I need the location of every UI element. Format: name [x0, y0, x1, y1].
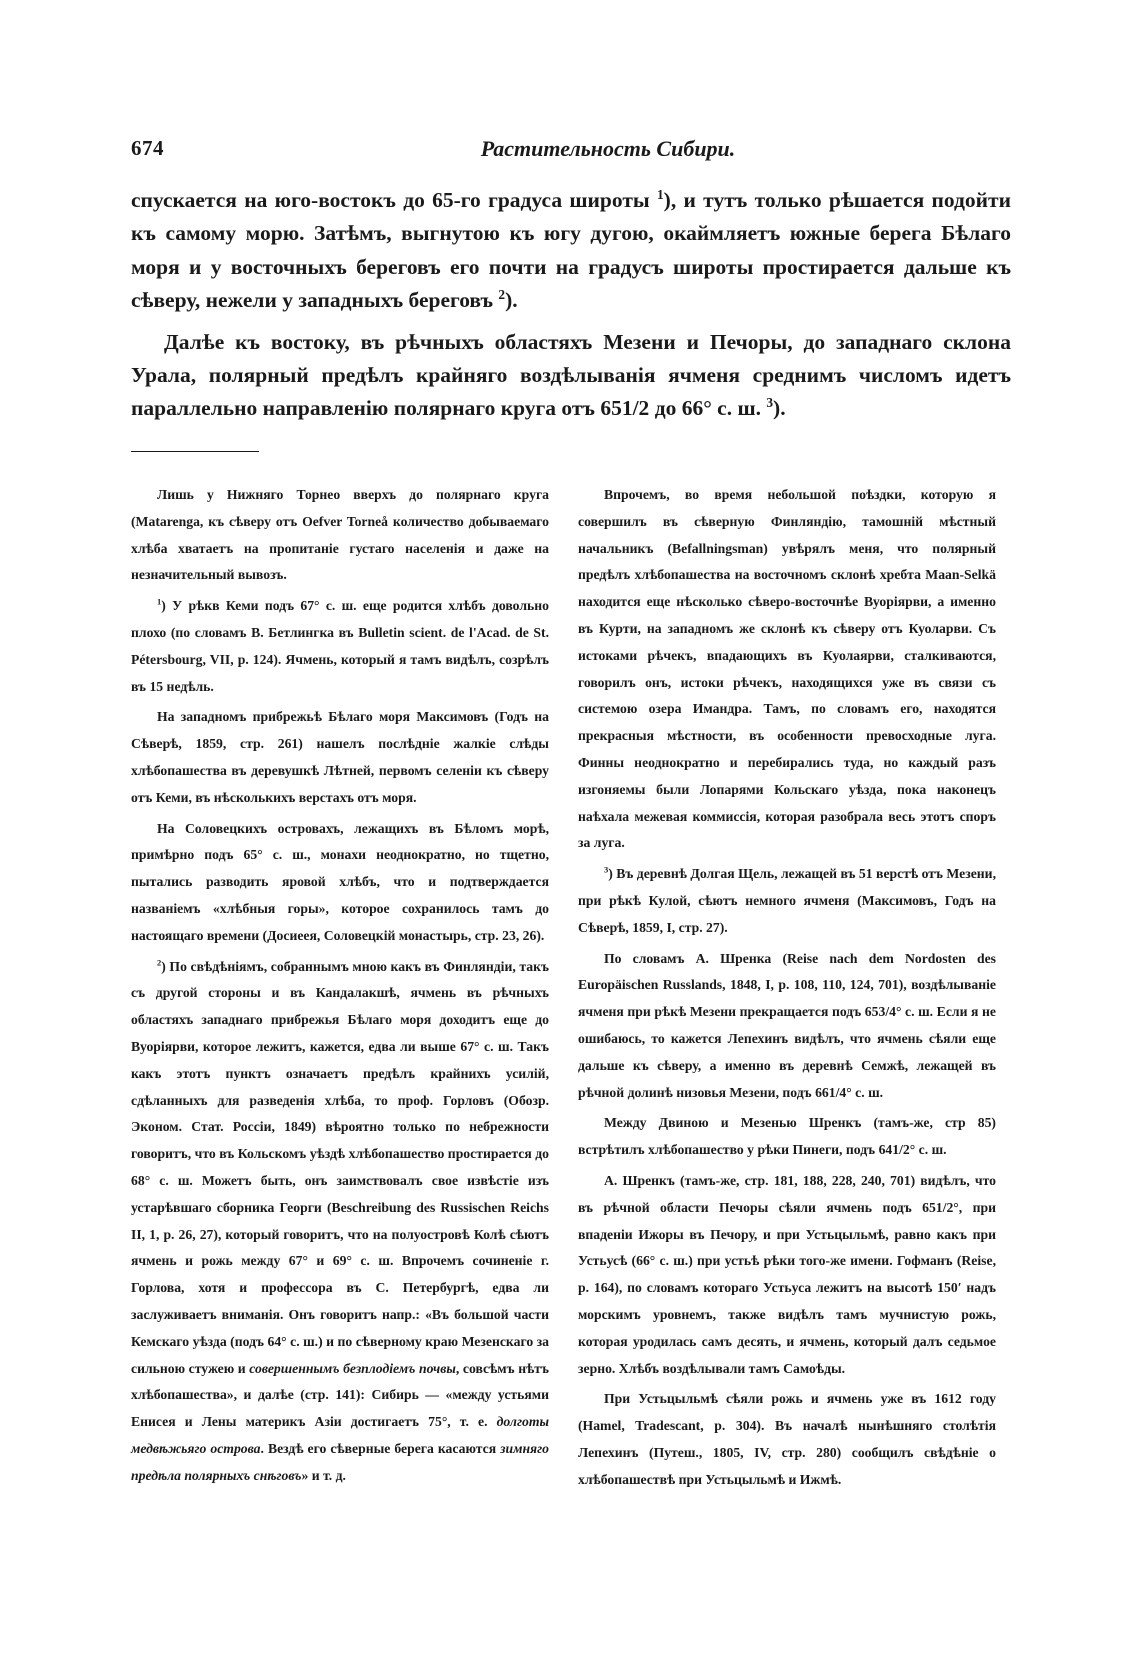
running-title: Растительность Сибири. — [480, 136, 736, 161]
footnote-paragraph: На западномъ прибрежьѣ Бѣлаго моря Максимовъ (Годъ на Сѣверѣ, 1859, стр. 261) нашелъ послѣдніе жалкіе слѣды хлѣбопашества въ деревушкѣ Лѣтней, первомъ селеніи къ сѣверу отъ Кеми, въ нѣсколькихъ верстахъ отъ моря. — [131, 709, 549, 805]
footnotes-left-column — [131, 482, 549, 1489]
footnote-ref-2: 2 — [498, 287, 506, 303]
fraction: 3/4 — [878, 1004, 896, 1020]
footnotes-right-column — [578, 482, 996, 1493]
footnote-ref-3: 3 — [766, 395, 774, 411]
fraction: 1/2 — [892, 1142, 910, 1158]
page-number: 674 — [131, 136, 164, 160]
fraction: 1/4 — [828, 1084, 847, 1100]
main-paragraph-1: спускается на юго-востокъ до 65-го градуса широты $^1$), и тутъ только рѣшается подойти къ самому морю. Затѣмъ, выгнутою къ югу дугою, окаймляетъ южные берега Бѣлаго моря и у восточныхъ береговъ его почти на градусъ широты простирается дальше къ сѣверу, нежели у западныхъ береговъ $^2$). — [131, 186, 1012, 313]
footnote-ref-1: 1 — [656, 186, 664, 202]
footnote-paragraph: При Устьцыльмѣ сѣяли рожь и ячмень уже въ 1612 году (Hamel, Tradescant, p. 304). Въ началѣ нынѣшняго столѣтія Лепехинъ (Путеш., 1805, IV, стр. 280) сообщилъ свѣдѣніе о хлѣбопашествѣ при Устьцыльмѣ и Ижмѣ. — [578, 1391, 996, 1487]
footnote-separator — [131, 451, 259, 452]
main-text — [131, 184, 1011, 426]
footnote-paragraph: На Соловецкихъ островахъ, лежащихъ въ Бѣломъ морѣ, примѣрно подъ 65° с. ш., монахи неоднократно, но тщетно, пытались разводить яровой хлѣбъ, что и подтверждается названіемъ «хлѣбныя горы», которое сохранилось тамъ до настоящаго времени (Досиеея, Соловецкій монастырь, стр. 23, 26). — [131, 820, 549, 943]
footnote-paragraph: А. Шренкъ (тамъ-же, стр. 181, 188, 228, 240, 701) видѣлъ, что въ рѣчной области Печоры сѣяли ячмень подъ 651/2°, при впаденіи Ижоры въ Печору, и при Устьцыльмѣ, равно какъ при Устьусѣ (66° с. ш.) при устьѣ рѣки того-же имени. Гофманъ (Reise, p. 164), по словамъ котораго Устьуса лежитъ на высотѣ 150′ надъ морскимъ уровнемъ, также видѣлъ тамъ мучнистую рожь, которая уродилась самъ десять, и ячмень, который далъ седьмое зерно. Хлѣбъ воздѣлывали тамъ Самоѣды. — [578, 1172, 997, 1376]
footnote-paragraph: Впрочемъ, во время небольшой поѣздки, которую я совершилъ въ сѣверную Финляндію, тамошній мѣстный начальникъ (Befallningsman) увѣрялъ меня, что полярный предѣлъ хлѣбопашества на восточномъ склонѣ хребта Maan-Selkä находится еще нѣсколько сѣверо-восточнѣе Вуоріярви, а именно въ Курти, на западномъ же склонѣ къ сѣверу отъ Куоларви. Съ истоками рѣчекъ, впадающихъ въ Куолаярви, сталкиваются, говорилъ онъ, истоки рѣчекъ, находящихся уже въ связи съ системою озера Имандра. Тамъ, по словамъ его, находятся прекрасныя мѣстности, въ особенности превосходные луга. Финны неоднократно и перебирались туда, но каждый разъ изгоняемы были Лопарями Кольскаго уѣзда, пока наконецъ наѣхала межевая коммиссія, которая разобрала весь этотъ споръ за луга. — [578, 487, 996, 851]
footnote-1: $^1$) У рѣкв Кеми подъ 67° с. ш. еще родится хлѣбъ довольно плохо (по словамъ В. Бетлингка въ Bulletin scient. de l'Acad. de St. Pétersbourg, VII, p. 124). Ячмень, который я тамъ видѣлъ, созрѣлъ въ 15 недѣль. — [131, 596, 549, 694]
footnote-2: $^2$) По свѣдѣніямъ, собраннымъ мною какъ въ Финляндіи, такъ съ другой стороны и въ Кандалакшѣ, ячмень въ рѣчныхъ областяхъ западнаго прибрежья Бѣлаго моря доходитъ еще до Вуоріярви, которое лежитъ, кажется, едва ли выше 67° с. ш. Такъ какъ этотъ пунктъ означаетъ предѣлъ крайнихъ усилій, сдѣланныхъ для разведенія хлѣба, то проф. Горловъ (Обозр. Эконом. Стат. Россіи, 1849) вѣроятно только по небрежности говоритъ, что въ Кольскомъ уѣздѣ хлѣбопашество простирается до 68° с. ш. Можетъ быть, онъ заимствовалъ свое извѣстіе изъ устарѣвшаго сборника Георги (Beschreibung des Russischen Reichs II, 1, p. 26, 27), который говоритъ, что на полуостровѣ Колѣ сѣютъ ячмень и рожь между 67° и 69° с. ш. Впрочемъ сочиненіе г. Горлова, хотя и профессора въ С. Петербургѣ, едва ли заслуживаетъ вниманія. Онъ говоритъ напр.: «Въ большой части Кемскаго уѣзда (подъ 64° с. ш.) и по сѣверному краю Мезенскаго за сильною стужею и совершеннымъ безплодіемъ почвы, совсѣмъ нѣтъ хлѣбопашества», и далѣе (стр. 141): Сибирь — «между устьями Енисея и Лены материкъ Азіи достигаетъ 75°, т. е. долготы медвѣжьяго острова. Вездѣ его сѣверные берега касаются зимняго предѣла полярныхъ снѣговъ» и т. д. — [131, 956, 550, 1483]
footnote-paragraph: Между Двиною и Мезенью Шренкъ (тамъ-же, стр 85) встрѣтилъ хлѣбопашество у рѣки Пинеги, подъ 641/2° с. ш. — [578, 1115, 996, 1158]
footnote-paragraph: Лишь у Нижняго Торнео вверхъ до полярнаго круга (Matarenga, къ сѣверу отъ Oefver Torneå количество добываемаго хлѣба хватаетъ на пропитаніе густаго населенія и даже на незначительный вывозъ. — [131, 487, 549, 583]
footnote-paragraph: По словамъ А. Шренка (Reise nach dem Nordosten des Europäischen Russlands, 1848, I, p. 108, 110, 124, 701), воздѣлываніе ячменя при рѣкѣ Мезени прекращается подъ 653/4° с. ш. Если я не ошибаюсь, то кажется Лепехинъ видѣлъ, что ячмень сѣяли еще дальше къ сѣверу, а именно въ деревнѣ Семжѣ, лежащей въ рѣчной долинѣ низовья Мезени, подъ 661/4° с. ш. — [578, 950, 996, 1100]
main-paragraph-2: Далѣе къ востоку, въ рѣчныхъ областяхъ Мезени и Печоры, до западнаго склона Урала, полярный предѣлъ крайняго воздѣлыванія ячменя среднимъ числомъ идетъ параллельно направленію полярнаго круга отъ 651/2 до 66° с. ш. $^3$). — [131, 329, 1011, 421]
fraction: 1/2 — [935, 1199, 954, 1215]
footnote-3: $^3$) Въ деревнѣ Долгая Щель, лежащей въ 51 верстѣ отъ Мезени, при рѣкѣ Кулой, сѣютъ немного ячменя (Максимовъ, Годъ на Сѣверѣ, 1859, I, стр. 27). — [578, 864, 996, 935]
fraction: 1/2 — [621, 396, 650, 421]
